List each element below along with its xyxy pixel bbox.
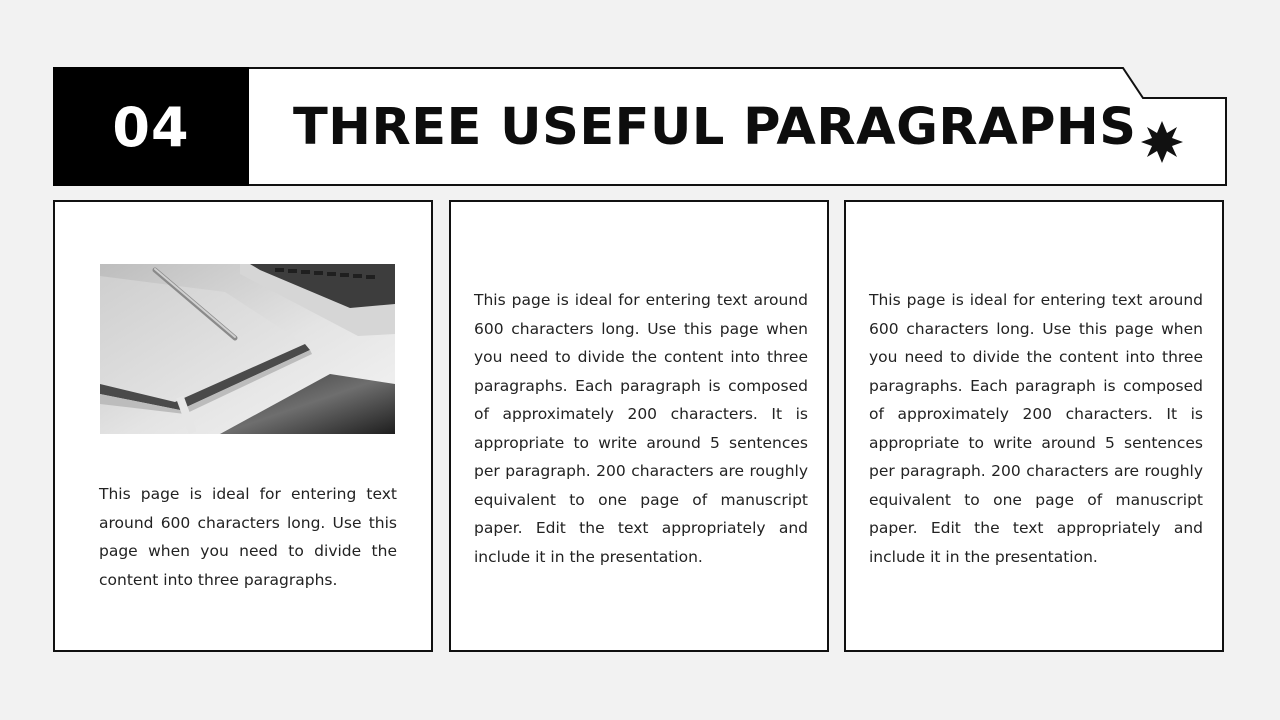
card-paragraph: This page is ideal for entering text around 600 characters long. Use this page when you need to divide the content into three paragraphs. Each paragraph is composed of approximately 200 characters. It is appropriate to write around 5 sentences per paragraph. 200 characters are roughly equivalent to one page of manuscript paper. Edit the text appropriately and include it in the presentation. xyxy=(474,291,808,566)
content-card-1 xyxy=(53,200,433,652)
card-paragraph: This page is ideal for entering text around 600 characters long. Use this page when you need to divide the content into three paragraphs. xyxy=(99,485,397,589)
content-card-3 xyxy=(844,200,1224,652)
slide-header xyxy=(53,67,1228,187)
card-paragraph: This page is ideal for entering text around 600 characters long. Use this page when you need to divide the content into three paragraphs. Each paragraph is composed of approximately 200 characters. It is appropriate to write around 5 sentences per paragraph. 200 characters are roughly equivalent to one page of manuscript paper. Edit the text appropriately and include it in the presentation. xyxy=(869,291,1203,566)
section-number: 04 xyxy=(112,95,190,159)
page-title: THREE USEFUL PARAGRAPHS xyxy=(293,97,1137,157)
notebook-pen-photo xyxy=(100,264,395,434)
content-card-2 xyxy=(449,200,829,652)
photo-illustration xyxy=(100,264,395,434)
eight-point-star-icon xyxy=(1139,119,1185,165)
